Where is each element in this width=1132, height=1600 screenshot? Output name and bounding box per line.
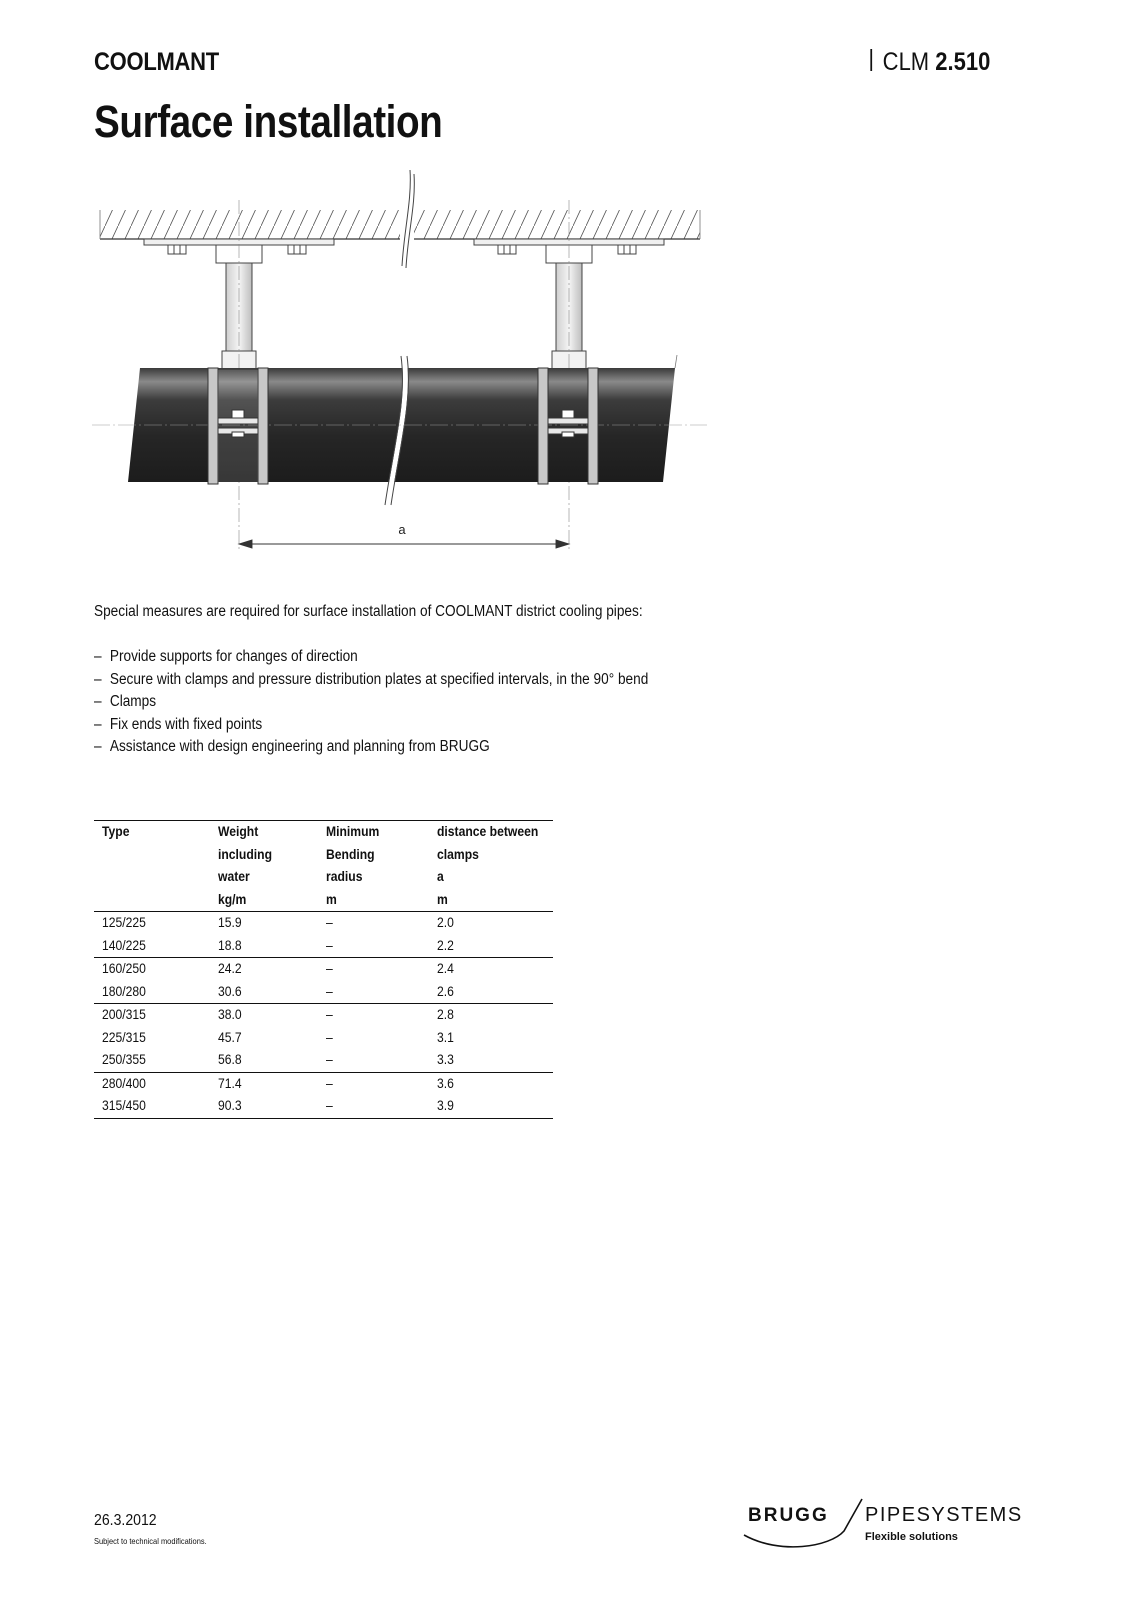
table-cell: 140/225 — [94, 935, 210, 958]
table-cell: 125/225 — [102, 915, 146, 930]
table-header-row: kg/m m m — [94, 889, 553, 912]
table-cell: – — [318, 1095, 429, 1118]
table-cell: – — [326, 1075, 333, 1091]
table-cell: 30.6 — [210, 981, 318, 1004]
table-cell: 2.8 — [437, 1007, 454, 1022]
doc-number: 2.510 — [934, 48, 990, 76]
table-cell: – — [318, 981, 429, 1004]
table-cell: 160/250 — [102, 961, 146, 976]
requirements-list — [94, 646, 648, 759]
table-cell: 45.7 — [218, 1029, 242, 1045]
table-cell: – — [326, 915, 333, 930]
table-cell: 56.8 — [210, 1049, 318, 1072]
list-item: – Secure with clamps and pressure distribution plates at specified intervals, in the 90° bend — [94, 670, 649, 688]
table-row — [94, 912, 553, 935]
table-cell: 90.3 — [210, 1095, 318, 1118]
table-cell: – — [326, 1007, 333, 1022]
table-header-row: water radius a — [218, 869, 444, 884]
table-cell: 71.4 — [218, 1075, 242, 1091]
dimension-line — [239, 540, 569, 548]
table-cell: 180/280 — [94, 981, 210, 1004]
specification-table — [94, 820, 553, 1119]
list-item: – Fix ends with fixed points — [94, 715, 263, 733]
table-header-row: Type Weight Minimum distance between — [102, 824, 539, 839]
table-row — [94, 958, 553, 981]
table-cell: 38.0 — [218, 1007, 242, 1022]
clamp-left — [208, 368, 268, 484]
table-row — [94, 1095, 553, 1118]
document-number — [870, 48, 990, 77]
table-header-row: including Bending clamps — [218, 846, 479, 862]
table-cell: 225/315 — [102, 1029, 146, 1045]
table-cell: 2.4 — [437, 961, 454, 976]
brugg-logo — [740, 1497, 1050, 1557]
table-cell: – — [318, 935, 429, 958]
table-cell: 250/355 — [94, 1049, 210, 1072]
table-cell: 2.0 — [437, 915, 454, 930]
table-body — [94, 912, 553, 1119]
logo-brand: BRUGG — [748, 1505, 829, 1526]
table-cell: 3.3 — [429, 1049, 553, 1072]
intro-paragraph: Special measures are required for surface installation of COOLMANT district cooling pipes: — [94, 603, 643, 620]
table-cell: 3.6 — [437, 1075, 454, 1091]
table-row — [94, 935, 553, 958]
table-cell: 2.6 — [429, 981, 553, 1004]
separator-bar — [870, 49, 872, 71]
table-cell: 18.8 — [210, 935, 318, 958]
table-cell: – — [318, 1049, 429, 1072]
break-line-top — [402, 170, 414, 268]
table-cell: 3.9 — [429, 1095, 553, 1118]
table-cell: 315/450 — [94, 1095, 210, 1118]
table-cell: 200/315 — [102, 1007, 146, 1022]
list-item: – Clamps — [94, 693, 157, 710]
table-cell: – — [326, 961, 333, 976]
table-cell: 15.9 — [218, 915, 242, 930]
table-row — [94, 1027, 553, 1050]
table-row — [94, 1049, 553, 1072]
table-cell: 24.2 — [218, 961, 242, 976]
ceiling — [100, 210, 700, 239]
table-cell: 2.2 — [429, 935, 553, 958]
installation-drawing — [92, 170, 707, 562]
table-cell: – — [326, 1029, 333, 1045]
table-cell: 280/400 — [102, 1075, 146, 1091]
page-title: Surface installation — [94, 96, 443, 147]
dimension-label: a — [398, 522, 406, 537]
footer-note: Subject to technical modifications. — [94, 1536, 207, 1546]
list-item: – Provide supports for changes of direction — [94, 648, 358, 665]
footer-date: 26.3.2012 — [94, 1512, 157, 1529]
pipe — [92, 355, 707, 505]
table-cell: 3.1 — [437, 1029, 454, 1045]
table-row — [94, 1004, 553, 1027]
product-brand: COOLMANT — [94, 48, 219, 76]
logo-name: PIPESYSTEMS — [865, 1504, 1023, 1526]
table-row — [94, 981, 553, 1004]
doc-prefix: CLM — [882, 48, 929, 76]
table-row — [94, 1072, 553, 1095]
list-item: – Assistance with design engineering and planning from BRUGG — [94, 738, 490, 755]
logo-tagline: Flexible solutions — [865, 1531, 958, 1543]
